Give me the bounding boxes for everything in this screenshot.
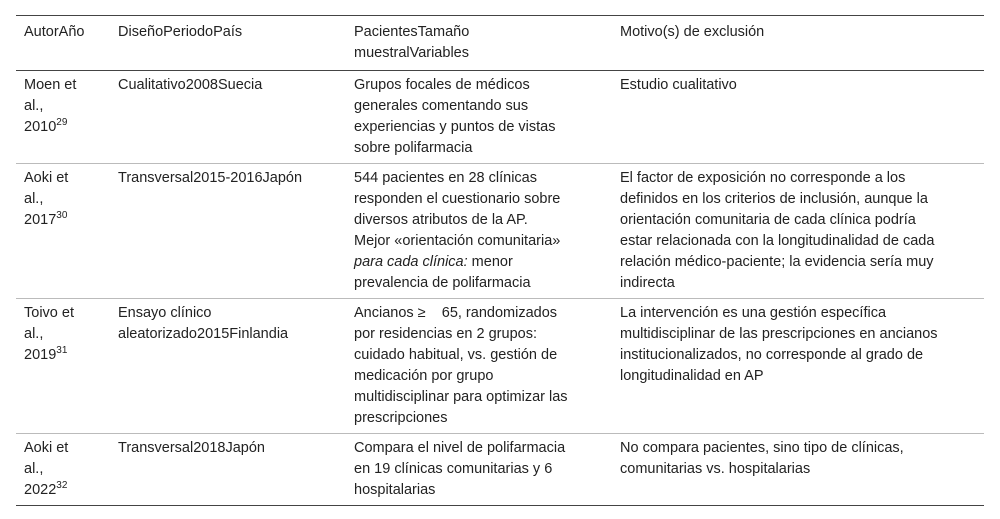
table-row: [16, 71, 984, 164]
cell-design: Cualitativo2008Suecia: [118, 77, 263, 93]
table-header: [16, 16, 984, 71]
cell-patients: Compara el nivel de polifarmacia en 19 clínicas comunitarias y 6 hospitalarias: [354, 440, 566, 498]
header-exclusion-reasons: Motivo(s) de exclusión: [620, 24, 765, 40]
table-row: [16, 299, 984, 434]
reference-number: 29: [56, 117, 68, 129]
table-row: [16, 164, 984, 299]
cell-reason: Estudio cualitativo: [620, 77, 737, 93]
header-row: [16, 16, 984, 71]
header-patients-sample-variables: PacientesTamaño muestralVariables: [354, 24, 470, 61]
reference-number: 30: [56, 210, 68, 222]
cell-design: Ensayo clínico aleatorizado2015Finlandia: [118, 305, 289, 342]
header-author-year: AutorAño: [24, 24, 85, 40]
cell-author: Aoki et al., 2017$^{30}$: [24, 170, 69, 228]
cell-reason: La intervención es una gestión específica multidisciplinar de las prescripciones en ancianos institucionalizados, no corresponde al grado de longitudinalidad en AP: [620, 305, 938, 384]
cell-reason: El factor de exposición no corresponde a los definidos en los criterios de inclusión, aunque la orientación comunitaria de cada clínica podría estar relacionada con la longitudinalidad de cada relación médico-paciente; la evidencia sería muy indirecta: [620, 170, 935, 291]
table-body: [16, 71, 984, 506]
reference-number: 32: [56, 480, 68, 492]
cell-patients: Ancianos ≥ 65, randomizados por residencias en 2 grupos: cuidado habitual, vs. gestión de medicación por grupo multidisciplinar para optimizar las prescripciones: [354, 305, 568, 426]
cell-author: Moen et al., 2010$^{29}$: [24, 77, 77, 135]
cell-author: Toivo et al., 2019$^{31}$: [24, 305, 74, 363]
cell-design: Transversal2015-2016Japón: [118, 170, 303, 186]
reference-number: 31: [56, 345, 68, 357]
table-row: [16, 434, 984, 506]
cell-reason: No compara pacientes, sino tipo de clínicas, comunitarias vs. hospitalarias: [620, 440, 904, 477]
cell-patients: 544 pacientes en 28 clínicas responden el cuestionario sobre diversos atributos de la AP. Mejor «orientación comunitaria» para cada clínica: menor prevalencia de polifarmacia: [354, 170, 561, 291]
exclusion-table: [16, 15, 984, 506]
header-design-period-country: DiseñoPeriodoPaís: [118, 24, 243, 40]
cell-design: Transversal2018Japón: [118, 440, 265, 456]
cell-author: Aoki et al., 2022$^{32}$: [24, 440, 69, 498]
cell-patients: Grupos focales de médicos generales comentando sus experiencias y puntos de vistas sobre polifarmacia: [354, 77, 556, 156]
